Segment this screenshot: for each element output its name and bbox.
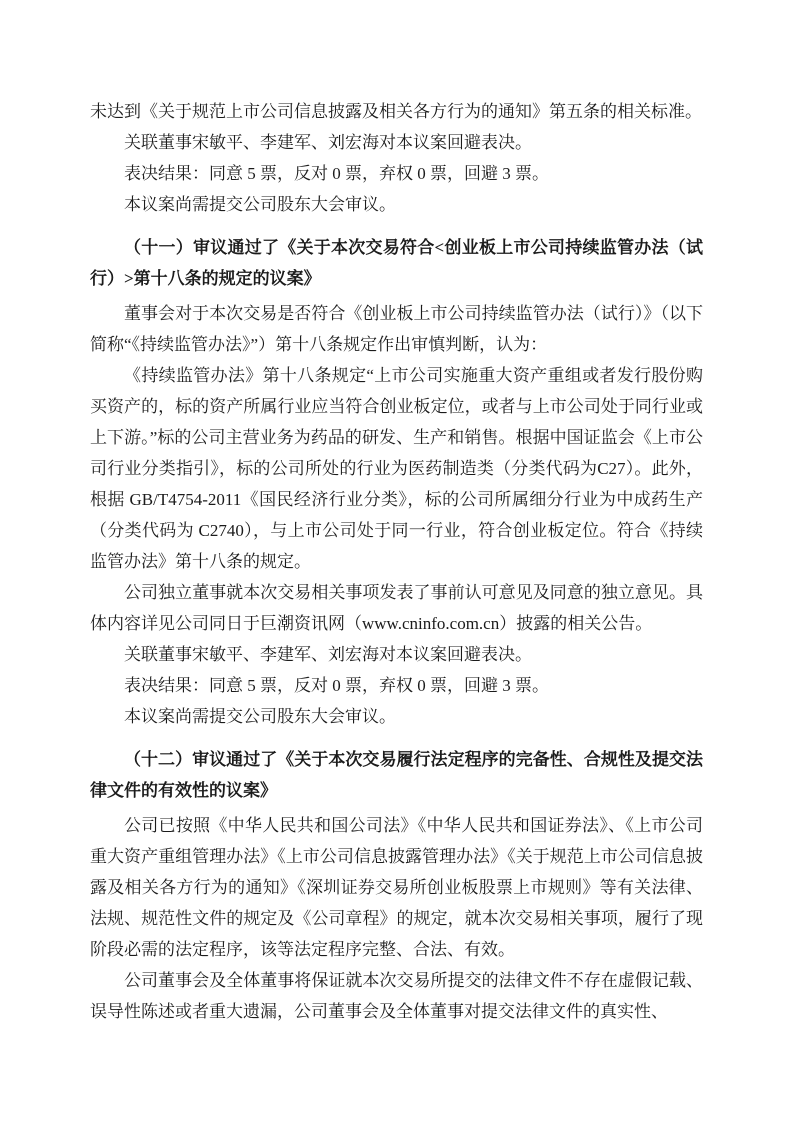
paragraph-board-guarantee: 公司董事会及全体董事将保证就本次交易所提交的法律文件不存在虚假记载、误导性陈述或者重大遗漏，公司董事会及全体董事对提交法律文件的真实性、: [90, 971, 703, 1021]
paragraph-vote-abstain-2: 关联董事宋敏平、李建军、刘宏海对本议案回避表决。: [124, 645, 532, 664]
document-body: [90, 96, 703, 1027]
paragraph-vote-result-2: 表决结果：同意 5 票，反对 0 票，弃权 0 票，回避 3 票。: [124, 676, 549, 695]
paragraph-board-judgement: 董事会对于本次交易是否符合《创业板上市公司持续监管办法（试行）》（以下简称“《持续监管办法》”）第十八条规定作出审慎判断，认为：: [90, 304, 703, 354]
paragraph-independent-directors: 公司独立董事就本次交易相关事项发表了事前认可意见及同意的独立意见。具体内容详见公司同日于巨潮资讯网（www.cninfo.com.cn）披露的相关公告。: [90, 583, 703, 633]
paragraph-submit-shareholders: 本议案尚需提交公司股东大会审议。: [124, 195, 396, 214]
section-heading-item-12: （十二）审议通过了《关于本次交易履行法定程序的完备性、合规性及提交法律文件的有效性的议案》: [90, 750, 703, 800]
paragraph-submit-shareholders-2: 本议案尚需提交公司股东大会审议。: [124, 707, 396, 726]
paragraph-vote-result: 表决结果：同意 5 票，反对 0 票，弃权 0 票，回避 3 票。: [124, 164, 549, 183]
paragraph-legal-procedures: 公司已按照《中华人民共和国公司法》《中华人民共和国证券法》、《上市公司重大资产重组管理办法》《上市公司信息披露管理办法》《关于规范上市公司信息披露及相关各方行为的通知》《深圳证券交易所创业板股票上市规则》等有关法律、法规、规范性文件的规定及《公司章程》的规定，就本次交易相关事项，履行了现阶段必需的法定程序，该等法定程序完整、合法、有效。: [90, 816, 703, 959]
paragraph-vote-abstain: 关联董事宋敏平、李建军、刘宏海对本议案回避表决。: [124, 133, 532, 152]
paragraph-article-18-analysis: 《持续监管办法》第十八条规定“上市公司实施重大资产重组或者发行股份购买资产的，标的资产所属行业应当符合创业板定位，或者与上市公司处于同行业或上下游。”标的公司主营业务为药品的研发、生产和销售。根据中国证监会《上市公司行业分类指引》，标的公司所处的行业为医药制造类（分类代码为C27）。此外，根据 GB/T4754-2011《国民经济行业分类》，标的公司所属细分行业为中成药生产（分类代码为 C2740），与上市公司处于同一行业，符合创业板定位。符合《持续监管办法》第十八条的规定。: [90, 366, 703, 571]
paragraph-continuation: 未达到《关于规范上市公司信息披露及相关各方行为的通知》第五条的相关标准。: [90, 102, 702, 121]
section-heading-item-11: （十一）审议通过了《关于本次交易符合<创业板上市公司持续监管办法（试行）>第十八条的规定的议案》: [90, 238, 703, 288]
